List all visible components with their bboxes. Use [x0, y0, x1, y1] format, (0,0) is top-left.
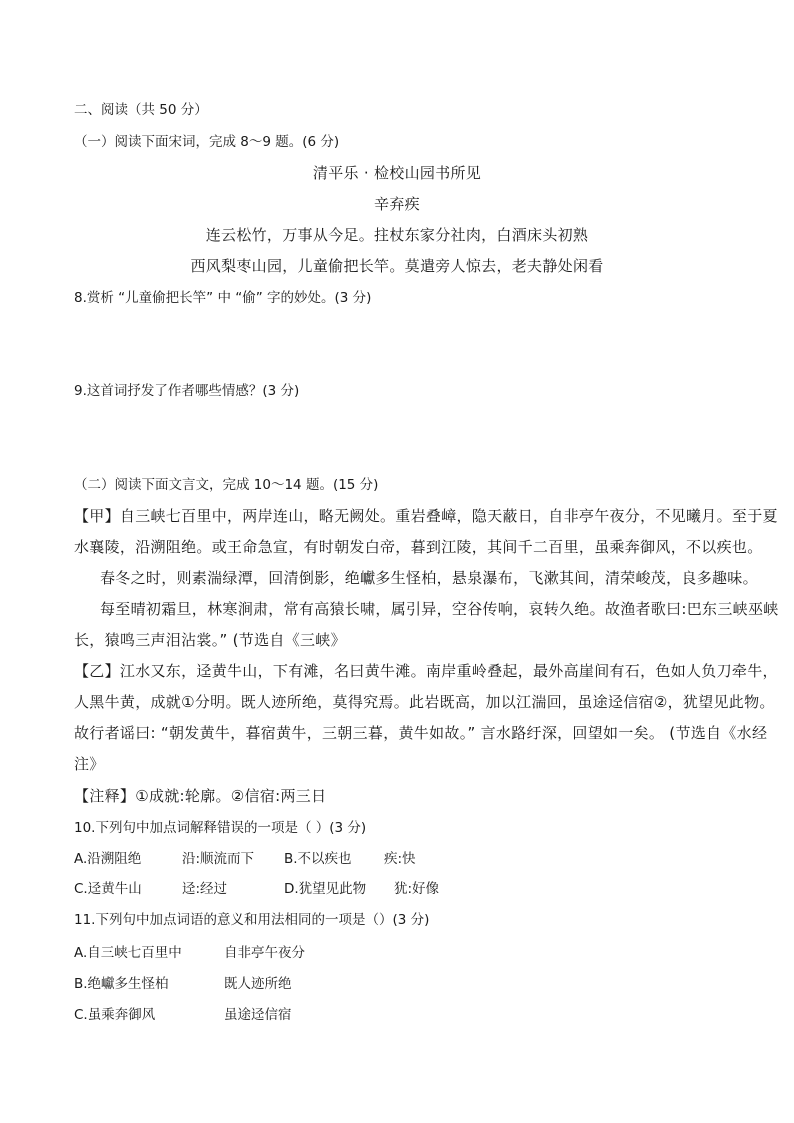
- q10-option-c-gloss: 迳:经过: [182, 881, 228, 897]
- passage-jia-line-5: 长，猿鸣三声泪沾裳。” (节选自《三峡》: [74, 631, 346, 649]
- q10-option-d-sentence: D.犹望见此物: [284, 881, 367, 897]
- section-title: 二、阅读（共 50 分）: [74, 102, 208, 118]
- part2-heading: （二）阅读下面文言文，完成 10～14 题。(15 分): [74, 477, 379, 493]
- passage-jia-line-1: 【甲】自三峡七百里中，两岸连山，略无阙处。重岩叠嶂，隐天蔽日，自非亭午夜分，不见曦月。至于夏: [74, 507, 778, 525]
- poem-author: 辛弃疾: [374, 195, 420, 213]
- q11-option-c-second: 虽途迳信宿: [224, 1007, 292, 1023]
- question-8: 8.赏析 “儿童偷把长竿” 中 “偷” 字的妙处。(3 分): [74, 290, 372, 306]
- question-10: 10.下列句中加点词解释错误的一项是（ ）(3 分): [74, 820, 367, 836]
- question-11: 11.下列句中加点词语的意义和用法相同的一项是（）(3 分): [74, 912, 430, 928]
- passage-jia-line-4: 每至晴初霜旦，林寒涧肃，常有高猿长啸，属引异，空谷传响，哀转久绝。故渔者歌曰:巴东三峡巫峡: [100, 600, 779, 618]
- q11-option-a-second: 自非亭午夜分: [224, 945, 305, 961]
- passage-jia-line-3: 春冬之时，则素湍绿潭，回清倒影，绝巘多生怪柏，悬泉瀑布，飞漱其间，清荣峻茂，良多趣味。: [100, 569, 758, 587]
- poem-line-1: 连云松竹，万事从今足。拄杖东家分社肉，白酒床头初熟: [205, 226, 589, 244]
- passage-yi-line-4: 注》: [74, 755, 105, 773]
- q10-option-c-sentence: C.迳黄牛山: [74, 881, 142, 897]
- q11-option-a-first: A.自三峡七百里中: [74, 945, 182, 961]
- q11-option-c-first: C.虽乘奔御风: [74, 1007, 156, 1023]
- question-10-row-2: [74, 879, 439, 899]
- poem-title: 清平乐 · 检校山园书所见: [312, 164, 482, 182]
- passage-yi-line-3: 故行者谣曰: “朝发黄牛，暮宿黄牛，三朝三暮，黄牛如故。” 言水路纡深，回望如一矣。 (节选自《水经: [74, 724, 768, 742]
- annotation-note: 【注释】①成就:轮廓。②信宿:两三日: [74, 787, 327, 805]
- question-10-row-1: [74, 849, 416, 869]
- q10-option-a-gloss: 沿:顺流而下: [182, 851, 255, 867]
- q10-option-b-gloss: 疾:快: [384, 851, 416, 867]
- question-11-option-b: [74, 974, 292, 994]
- q11-option-b-second: 既人迹所绝: [224, 976, 292, 992]
- passage-jia-line-2: 水襄陵，沿溯阻绝。或王命急宣，有时朝发白帝，暮到江陵，其间千二百里，虽乘奔御风，不以疾也。: [74, 538, 763, 556]
- passage-yi-line-2: 人黑牛黄，成就①分明。既人迹所绝，莫得究焉。此岩既高，加以江湍回，虽途迳信宿②，犹望见此物。: [74, 693, 775, 711]
- q11-option-b-first: B.绝巘多生怪柏: [74, 976, 169, 992]
- q10-option-d-gloss: 犹:好像: [394, 881, 440, 897]
- passage-yi-line-1: 【乙】江水又东，迳黄牛山，下有滩，名曰黄牛滩。南岸重岭叠起，最外高崖间有石，色如人负刀牵牛，: [74, 662, 778, 680]
- q10-option-b-sentence: B.不以疾也: [284, 851, 352, 867]
- poem-line-2: 西风梨枣山园，儿童偷把长竿。莫遣旁人惊去，老夫静处闲看: [190, 257, 604, 275]
- question-11-option-c: [74, 1005, 292, 1025]
- q10-option-a-sentence: A.沿溯阻绝: [74, 851, 142, 867]
- question-9: 9.这首词抒发了作者哪些情感？(3 分): [74, 383, 300, 399]
- part1-heading: （一）阅读下面宋词，完成 8～9 题。(6 分): [74, 134, 340, 150]
- question-11-option-a: [74, 943, 305, 963]
